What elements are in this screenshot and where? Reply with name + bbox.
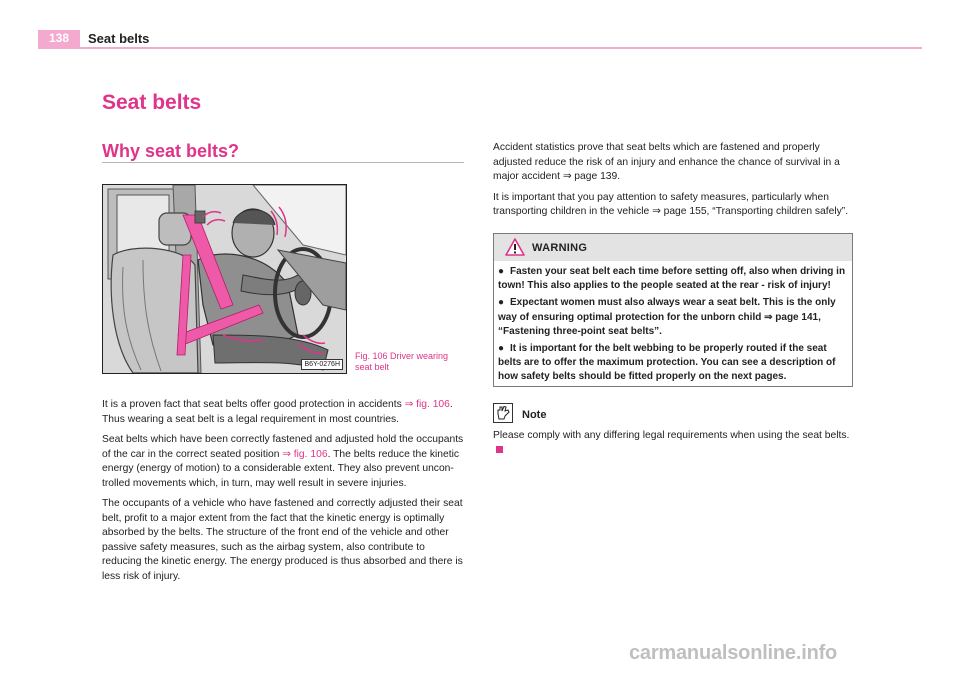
warning-item-text: Expectant women must also always wear a seat belt. This is the only way of ensuring optimal protection for the unborn child ⇒ page 141, “Fastening three-point seat belts”. [498, 297, 836, 337]
running-title: Seat belts [88, 31, 150, 46]
warning-item [498, 342, 848, 385]
figure-caption [355, 351, 465, 373]
right-column-text [493, 141, 855, 226]
bullet-icon: ● [498, 266, 505, 277]
note-title: Note [522, 409, 547, 421]
driver-seat-belt-illustration [102, 184, 347, 374]
left-p2-text-after: . The belts reduce the kinetic energy (energy of motion) to a considerable extent. They also prevent uncon-trolled movements which, in turn, may well result in severe injuries. [102, 448, 460, 489]
fig-106-link-2[interactable]: ⇒ fig. 106 [282, 448, 328, 460]
warning-item [498, 265, 848, 293]
warning-header [494, 234, 852, 261]
bullet-icon: ● [498, 297, 505, 309]
note-hand-icon [493, 403, 513, 423]
note-paragraph [493, 429, 855, 458]
header-rule [38, 47, 922, 49]
figure-caption-line2: seat belt [355, 362, 390, 372]
left-column-text [102, 398, 464, 590]
left-p2-text-before: Seat belts which have been correctly fastened and adjusted hold the occupants of the car in the correct seated position [102, 434, 464, 460]
left-paragraph-2 [102, 433, 464, 491]
warning-item [498, 296, 848, 339]
left-p1-text-before: It is a proven fact that seat belts offer good protection in accidents [102, 399, 405, 410]
section-end-marker [496, 446, 503, 453]
warning-box [493, 233, 853, 387]
driver-illustration-svg [103, 185, 346, 373]
watermark: carmanualsonline.info [629, 642, 838, 664]
fig-106-link-1[interactable]: ⇒ fig. 106 [404, 399, 450, 410]
figure-code-label: B6Y-0276H [301, 359, 343, 370]
figure-caption-line1: Fig. 106 Driver wearing [355, 351, 449, 361]
chapter-title: Seat belts [102, 91, 202, 114]
right-paragraph-1: Accident statistics prove that seat belts which are fastened and properly adjusted reduce the risk of an injury and enhance the chance of survival in a major accident ⇒ page 139. [493, 142, 840, 182]
warning-item-text: Fasten your seat belt each time before setting off, also when driving in town! This also applies to the people seated at the rear - risk of injury! [498, 266, 846, 292]
section-rule [102, 162, 464, 163]
bullet-icon: ● [498, 343, 505, 355]
warning-list [494, 261, 852, 385]
warning-title: WARNING [532, 242, 588, 254]
left-p1-text-after: . Thus wearing a seat belt is a legal requirement in most countries. [102, 399, 453, 425]
left-paragraph-1 [102, 398, 464, 427]
warning-item-text: It is important for the belt webbing to be properly routed if the seat belts are to offer the maximum protection. You can see a description of how safety belts should be fitted properly on the next pages. [498, 343, 836, 383]
note-text-block [493, 429, 855, 464]
right-paragraph-2: It is important that you pay attention to safety measures, particularly when transporting children in the vehicle ⇒ page 155, “Transporting children safely”. [493, 191, 849, 217]
page-number: 138 [38, 30, 80, 47]
section-title: Why seat belts? [102, 141, 240, 161]
left-paragraph-3: The occupants of a vehicle who have fastened and correctly adjusted their seat belt, profit to a major extent from the fact that the kinetic energy is optimally absorbed by the belts. The structure of the front end of the vehicle and other passive safety measures, such as the airbag system, also contribute to reducing the kinetic energy. The energy produced is thus absorbed and there is less risk of injury. [102, 498, 463, 582]
warning-triangle-icon [505, 238, 525, 256]
note-text: Please comply with any differing legal requirements when using the seat belts. [493, 430, 850, 441]
